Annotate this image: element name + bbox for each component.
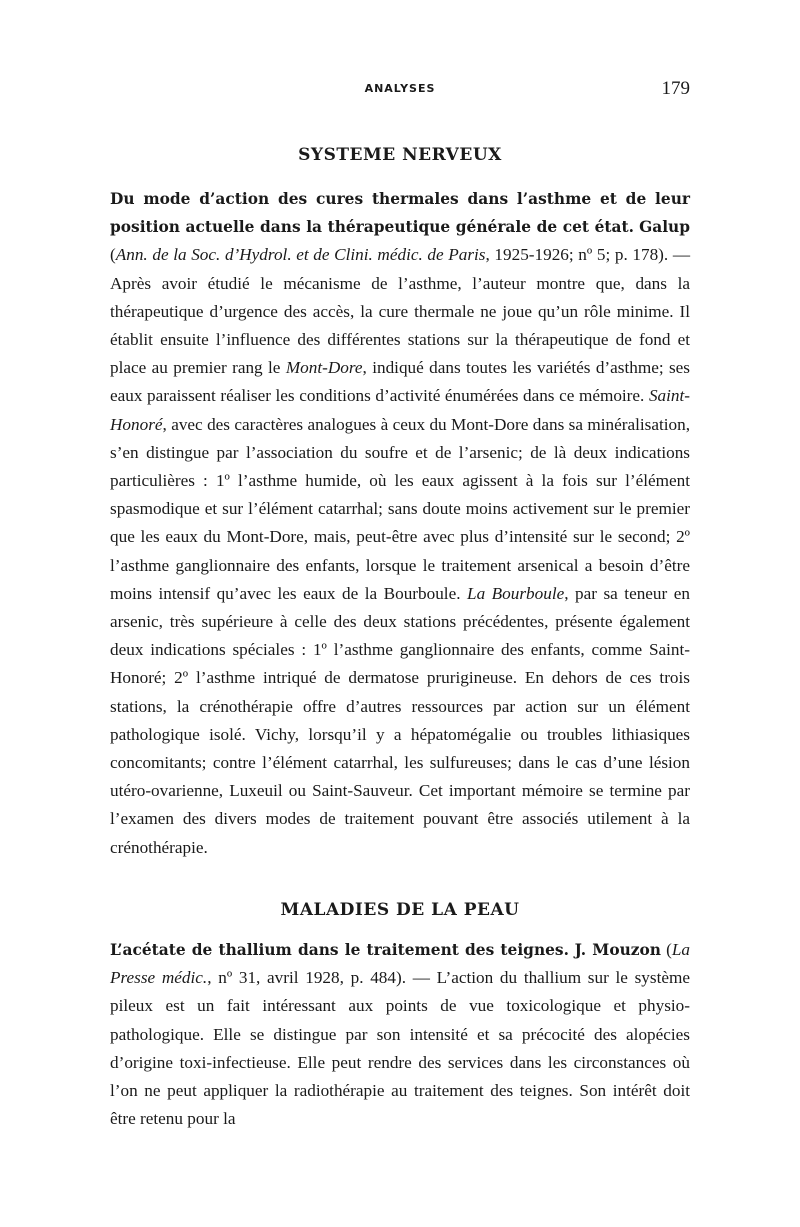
article-body-part: , indiqué dans toutes les variétés d’asthme; ses eaux paraissent réaliser les conditions d’activité énumérées dans ce mémoire. bbox=[110, 358, 690, 406]
section-heading-maladies-de-la-peau: MALADIES DE LA PEAU bbox=[280, 900, 520, 920]
article-author: Galup bbox=[639, 218, 690, 237]
station-name: Mont-Dore bbox=[285, 358, 363, 378]
reference-open: ( bbox=[660, 940, 672, 959]
station-name: Saint-Honoré bbox=[110, 386, 690, 434]
journal-name: Ann. de la Soc. d’Hydrol. et de Clini. médic. de Paris bbox=[115, 245, 486, 265]
article-thallium bbox=[110, 936, 690, 1133]
running-header bbox=[110, 78, 690, 102]
article-body-part: , avec des caractères analogues à ceux du Mont-Dore dans sa minéralisation, s’en distingue par l’association du soufre et de l’arsenic; de là deux indications particulières : 1º l’asthme humide, où les eaux agissent à la fois sur l’élément spasmodique et sur l’élément catarrhal; sans doute moins activement sur le premier que les eaux du Mont-Dore, mais, peut-être avec plus d’intensité sur le second; 2º l’asthme ganglionnaire des enfants, lorsque le traitement arsenical a besoin d’être moins intensif qu’avec les eaux de la Bourboule. bbox=[110, 414, 690, 603]
journal-name: La Presse médic. bbox=[110, 940, 690, 988]
reference-details: , nº 31, avril 1928, p. 484). bbox=[207, 968, 406, 988]
reference-details: , 1925-1926; nº 5; p. 178). bbox=[485, 245, 669, 265]
article-body-part: , par sa teneur en arsenic, très supérieure à celle des deux stations précédentes, présente également deux indications spéciales : 1º l’asthme ganglionnaire des enfants, comme Saint-Honoré; 2º l’asthme intriqué de dermatose prurigineuse. En dehors de ces trois stations, la crénothérapie offre d’autres ressources par action sur un élément pathologique isolé. Vichy, lorsqu’il y a hépatomégalie ou troubles lithiasiques concomitants; contre l’élément catarrhal, les sulfureuses; dans le cas d’une lésion utéro-ovarienne, Luxeuil ou Saint-Sauveur. Cet important mémoire se termine par l’examen des divers modes de traitement pouvant être associés utilement à la crénothérapie. bbox=[110, 583, 690, 857]
page-number: 179 bbox=[661, 78, 690, 99]
article-title: L’acétate de thallium dans le traitement des teignes. bbox=[110, 941, 569, 959]
article-title: Du mode d’action des cures thermales dans l’asthme et de leur position actuelle dans la thérapeutique générale de cet état. bbox=[110, 190, 690, 237]
article-body-part: — Après avoir étudié le mécanisme de l’asthme, l’auteur montre que, dans la thérapeutique d’urgence des accès, la cure thermale ne joue qu’un rôle minime. Il établit ensuite l’influence des différentes stations sur la thérapeutique de fond et place au premier rang le bbox=[110, 245, 691, 378]
reference-open: ( bbox=[110, 245, 116, 265]
article-author: J. Mouzon bbox=[574, 941, 661, 959]
article-body-part: — L’action du thallium sur le système pileux est un fait intéressant aux points de vue toxicologique et physio-pathologique. Elle se distingue par son intensité et sa précocité des alopécies d’origine toxi-infectieuse. Elle peut rendre des services dans les circonstances où l’on ne peut appliquer la radiothérapie au traitement des teignes. Son intérêt doit être retenu pour la bbox=[110, 968, 690, 1129]
station-name: La Bourboule bbox=[467, 583, 565, 603]
article-asthme bbox=[110, 186, 690, 862]
running-title: ANALYSES bbox=[364, 82, 436, 95]
section-heading-systeme-nerveux: SYSTEME NERVEUX bbox=[298, 145, 502, 165]
